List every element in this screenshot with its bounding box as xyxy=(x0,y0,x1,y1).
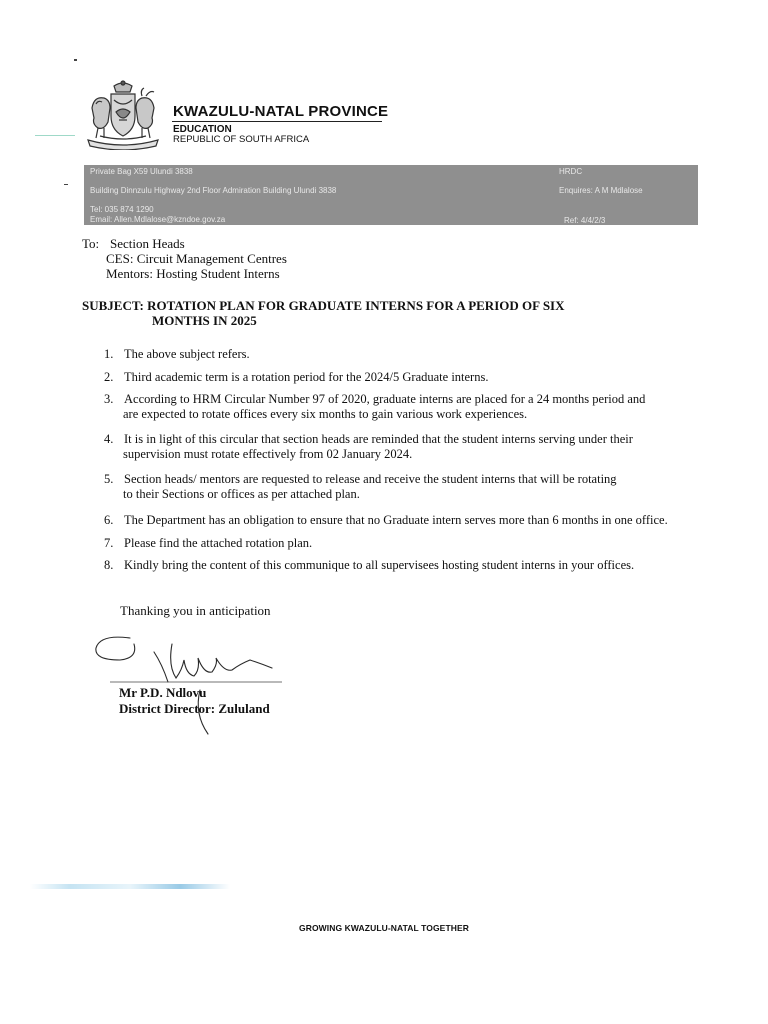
scan-speck xyxy=(74,59,77,61)
scan-speck xyxy=(64,184,68,185)
list-item-text: Kindly bring the content of this communique to all supervisees hosting student interns in your offices. xyxy=(124,558,635,572)
province-name: KWAZULU-NATAL PROVINCE xyxy=(173,103,389,120)
header-rule xyxy=(172,121,382,122)
list-item-text: to their Sections or offices as per attached plan. xyxy=(123,487,360,501)
list-item-text: Section heads/ mentors are requested to release and receive the student interns that will be rotating xyxy=(124,472,617,486)
postal-address: Private Bag X59 Ulundi 3838 xyxy=(90,167,193,176)
list-item-text: The above subject refers. xyxy=(124,347,250,361)
subject-line-continued: MONTHS IN 2025 xyxy=(152,313,257,328)
scan-artifact xyxy=(30,884,230,889)
addressee-section-heads: Section Heads xyxy=(110,236,185,251)
list-item-number: 1. xyxy=(104,347,114,361)
country-name: REPUBLIC OF SOUTH AFRICA xyxy=(173,134,310,145)
address-band xyxy=(84,165,698,225)
list-item-text: The Department has an obligation to ensure that no Graduate intern serves more than 6 months in one office. xyxy=(124,513,668,527)
department-name: EDUCATION xyxy=(173,124,232,135)
list-item-text: According to HRM Circular Number 97 of 2020, graduate interns are placed for a 24 months period and xyxy=(124,392,646,406)
closing-text: Thanking you in anticipation xyxy=(120,603,271,618)
list-item-number: 3. xyxy=(104,392,114,406)
to-label: To: xyxy=(82,236,100,251)
list-item-number: 6. xyxy=(104,513,114,527)
list-item-text: Third academic term is a rotation period for the 2024/5 Graduate interns. xyxy=(124,370,489,384)
telephone: Tel: 035 874 1290 xyxy=(90,205,154,214)
enquiries: Enquires: A M Mdlalose xyxy=(559,186,643,195)
list-item-number: 2. xyxy=(104,370,114,384)
signatory-name: Mr P.D. Ndlovu xyxy=(119,685,207,700)
list-item-number: 4. xyxy=(104,432,114,446)
reference-number: Ref: 4/4/2/3 xyxy=(564,216,606,225)
list-item-text: It is in light of this circular that section heads are reminded that the student interns serving under their xyxy=(124,432,633,446)
footer-slogan: GROWING KWAZULU-NATAL TOGETHER xyxy=(299,923,469,933)
unit-name: HRDC xyxy=(559,167,583,176)
coat-of-arms-logo xyxy=(84,78,162,150)
email: Email: Allen.Mdlalose@kzndoe.gov.za xyxy=(90,215,226,224)
subject-line: SUBJECT: ROTATION PLAN FOR GRADUATE INTERNS FOR A PERIOD OF SIX xyxy=(82,298,565,313)
list-item-number: 8. xyxy=(104,558,114,572)
signatory-title: District Director: Zululand xyxy=(119,701,270,716)
list-item-number: 7. xyxy=(104,536,114,550)
physical-address: Building Dinnzulu Highway 2nd Floor Admiration Building Ulundi 3838 xyxy=(90,186,337,195)
list-item-text: Please find the attached rotation plan. xyxy=(124,536,313,550)
addressee-ces: CES: Circuit Management Centres xyxy=(106,251,287,266)
list-item-number: 5. xyxy=(104,472,114,486)
decorative-line xyxy=(35,135,75,136)
list-item-text: supervision must rotate effectively from 02 January 2024. xyxy=(123,447,413,461)
list-item-text: are expected to rotate offices every six months to gain various work experiences. xyxy=(123,407,528,421)
addressee-mentors: Mentors: Hosting Student Interns xyxy=(106,266,280,281)
